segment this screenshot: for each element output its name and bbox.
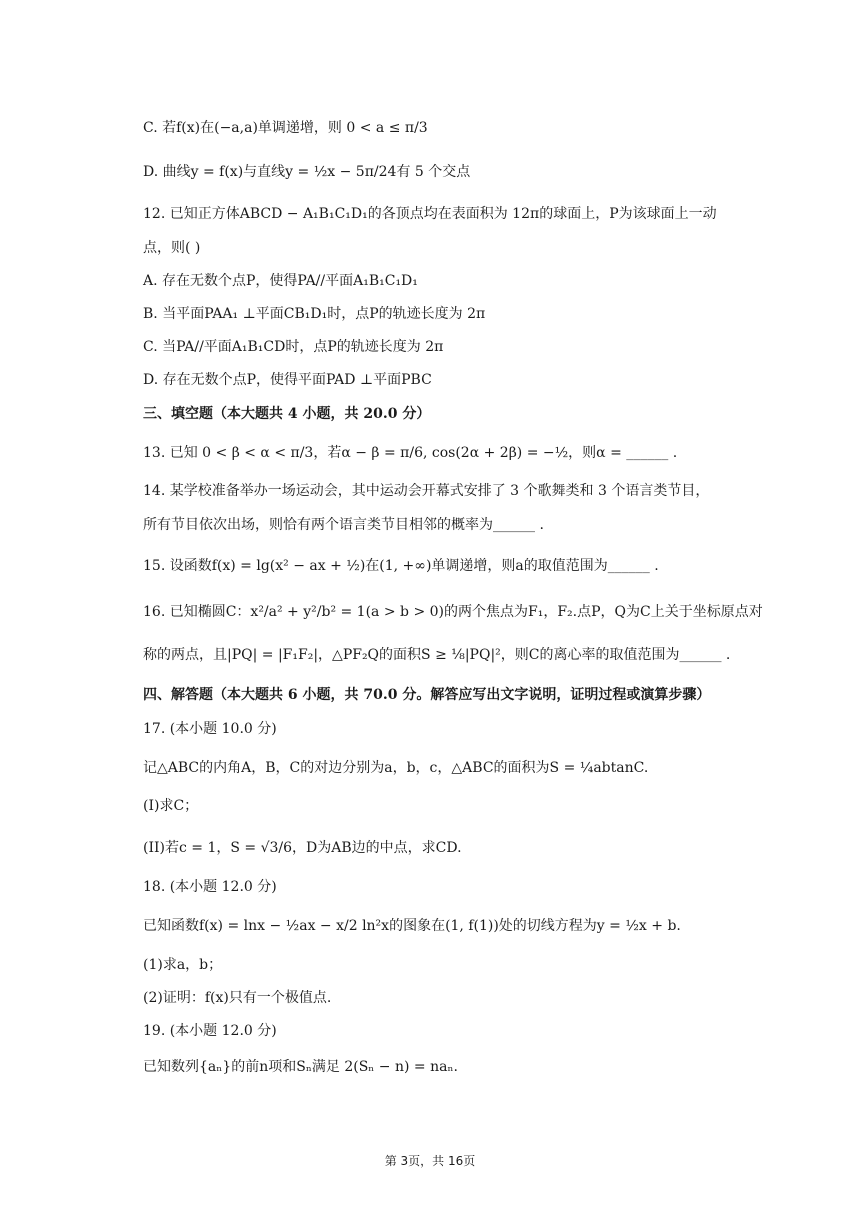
question-17-statement: 记△ABC的内角A，B，C的对边分别为a，b，c，△ABC的面积为S = ¼abtanC.: [143, 760, 649, 776]
question-16-line-1: 16. 已知椭圆C：x²/a² + y²/b² = 1(a > b > 0)的两个焦点为F₁，F₂.点P，Q为C上关于坐标原点对: [143, 604, 763, 620]
question-12-line-2: 点，则( ): [143, 240, 201, 256]
question-12-line-1: 12. 已知正方体ABCD − A₁B₁C₁D₁的各顶点均在表面积为 12π的球面上，P为该球面上一动: [143, 206, 717, 222]
page-footer: 第 3页，共 16页: [384, 1154, 476, 1168]
option-c: C. 若f(x)在(−a,a)单调递增，则 0 < a ≤ π/3: [143, 120, 428, 136]
question-18-header: 18. (本小题 12.0 分): [143, 879, 277, 895]
question-18-part-1: (1)求a，b；: [143, 957, 223, 973]
question-17-part-2: (II)若c = 1，S = √3/6，D为AB边的中点，求CD.: [143, 840, 462, 856]
question-17-header: 17. (本小题 10.0 分): [143, 721, 277, 737]
question-12-option-b: B. 当平面PAA₁ ⊥平面CB₁D₁时，点P的轨迹长度为 2π: [143, 306, 486, 322]
question-13: 13. 已知 0 < β < α < π/3，若α − β = π/6, cos(2α + 2β) = −½，则α = ______ .: [143, 445, 678, 461]
question-12-option-d: D. 存在无数个点P，使得平面PAD ⊥平面PBC: [143, 372, 432, 388]
question-14-line-1: 14. 某学校准备举办一场运动会，其中运动会开幕式安排了 3 个歌舞类和 3 个语言类节目，: [143, 483, 710, 499]
question-12-option-c: C. 当PA//平面A₁B₁CD时，点P的轨迹长度为 2π: [143, 339, 444, 355]
section-4-heading: 四、解答题（本大题共 6 小题，共 70.0 分。解答应写出文字说明，证明过程或演算步骤）: [143, 687, 711, 703]
question-14-line-2: 所有节目依次出场，则恰有两个语言类节目相邻的概率为______ .: [143, 517, 544, 533]
section-3-heading: 三、填空题（本大题共 4 小题，共 20.0 分）: [143, 406, 431, 422]
question-16-line-2: 称的两点，且|PQ| = |F₁F₂|，△PF₂Q的面积S ≥ ⅛|PQ|²，则C的离心率的取值范围为______ .: [143, 647, 731, 663]
option-d: D. 曲线y = f(x)与直线y = ½x − 5π/24有 5 个交点: [143, 164, 471, 180]
question-18-part-2: (2)证明：f(x)只有一个极值点.: [143, 990, 332, 1006]
question-15: 15. 设函数f(x) = lg(x² − ax + ½)在(1, +∞)单调递增，则a的取值范围为______ .: [143, 558, 659, 574]
question-19-statement: 已知数列{aₙ}的前n项和Sₙ满足 2(Sₙ − n) = naₙ.: [143, 1059, 458, 1075]
question-19-header: 19. (本小题 12.0 分): [143, 1023, 277, 1039]
question-17-part-1: (I)求C；: [143, 798, 199, 814]
question-12-option-a: A. 存在无数个点P，使得PA//平面A₁B₁C₁D₁: [143, 273, 418, 289]
question-18-statement: 已知函数f(x) = lnx − ½ax − x/2 ln²x的图象在(1, f(1))处的切线方程为y = ½x + b.: [143, 918, 681, 934]
